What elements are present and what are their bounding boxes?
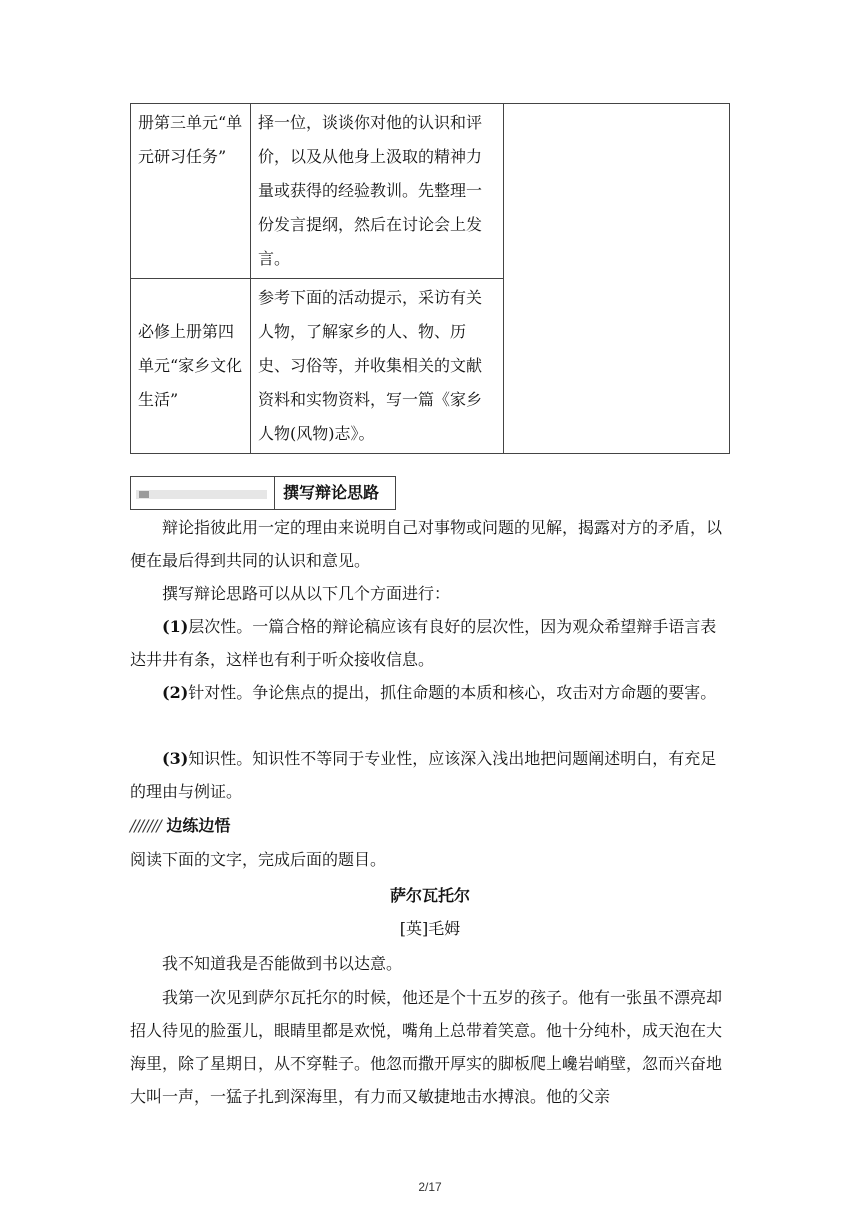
article-title: 萨尔瓦托尔 — [389, 886, 470, 905]
item-text: 针对性。争论焦点的提出，抓住命题的本质和核心，攻击对方命题的要害。 — [188, 683, 717, 702]
slash-decoration: /////// — [130, 816, 161, 835]
item-number: (2) — [162, 683, 189, 702]
page-number: 2/17 — [418, 1180, 442, 1194]
task-cell: 参考下面的活动提示，采访有关人物，了解家乡的人、物、历史、习俗等，并收集相关的文献资料和实物资料，写一篇《家乡人物(风物)志》。 — [251, 279, 504, 454]
instruction: 阅读下面的文字，完成后面的题目。 — [130, 850, 387, 869]
unit-cell: 必修上册第四单元“家乡文化生活” — [131, 279, 251, 454]
minus-icon — [139, 491, 149, 498]
task-cell: 择一位，谈谈你对他的认识和评价，以及从他身上汲取的精神力量或获得的经验教训。先整理一份发言提纲，然后在讨论会上发言。 — [251, 104, 504, 279]
item-text: 层次性。一篇合格的辩论稿应该有良好的层次性，因为观众希望辩手语言表达井井有条，这样也有利于听众接收信息。 — [130, 617, 717, 669]
paragraph — [130, 742, 730, 808]
article-paragraph: 我不知道我是否能做到书以达意。 — [162, 954, 403, 973]
item-number: (1) — [162, 617, 189, 636]
practice-label: 边练边悟 — [166, 816, 231, 835]
blank-cell — [504, 104, 730, 454]
item-number: (3) — [162, 749, 189, 768]
paragraph: 辩论指彼此用一定的理由来说明自己对事物或问题的见解，揭露对方的矛盾，以便在最后得到共同的认识和意见。 — [130, 518, 723, 570]
banner-divider — [274, 477, 275, 509]
table-row — [131, 104, 730, 279]
section-banner — [130, 476, 396, 510]
activity-table — [130, 103, 730, 454]
article-author: [英]毛姆 — [399, 919, 461, 938]
paragraph: 撰写辩论思路可以从以下几个方面进行： — [162, 584, 451, 603]
article-paragraph: 我第一次见到萨尔瓦托尔的时候，他还是个十五岁的孩子。他有一张虽不漂亮却招人待见的脸蛋儿，眼睛里都是欢悦，嘴角上总带着笑意。他十分纯朴，成天泡在大海里，除了星期日，从不穿鞋子。他忽而撒开厚实的脚板爬上巉岩峭壁，忽而兴奋地大叫一声，一猛子扎到深海里，有力而又敏捷地击水搏浪。他的父亲 — [130, 988, 723, 1106]
paragraph — [130, 610, 730, 676]
unit-cell: 册第三单元“单元研习任务” — [131, 104, 251, 279]
section-title: 撰写辩论思路 — [283, 483, 380, 502]
paragraph — [130, 676, 730, 709]
practice-heading — [130, 811, 730, 841]
item-text: 知识性。知识性不等同于专业性，应该深入浅出地把问题阐述明白，有充足的理由与例证。 — [130, 749, 717, 801]
banner-bar — [136, 490, 267, 499]
